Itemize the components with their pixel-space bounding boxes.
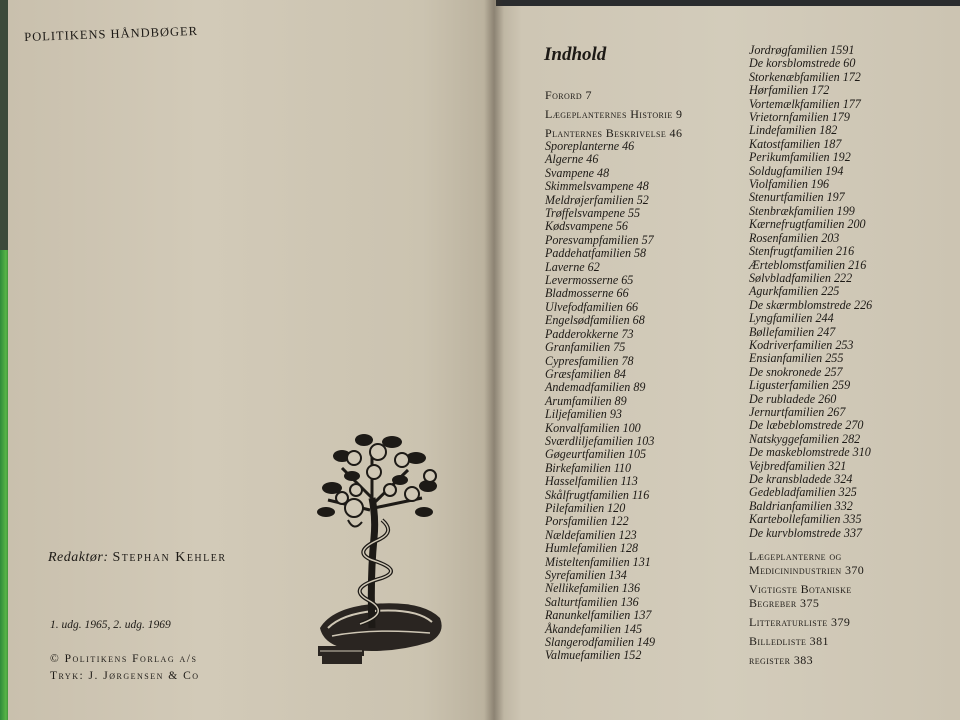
toc-entry: Sporeplanterne 46 xyxy=(545,139,635,153)
toc-entry: De læbeblomstrede 270 xyxy=(749,418,864,433)
toc-history: Lægeplanternes Historie 9 xyxy=(545,107,683,121)
toc-entry: Sølvbladfamilien 222 xyxy=(749,270,853,285)
toc-entry: Violfamilien 196 xyxy=(749,177,830,192)
toc-descriptions: Planternes Beskrivelse 46 xyxy=(545,126,683,140)
toc-entry: Misteltenfamilien 131 xyxy=(545,554,651,569)
toc-entry: Skimmelsvampene 48 xyxy=(545,179,649,194)
toc-entry: De kurvblomstrede 337 xyxy=(749,525,863,540)
toc-entry: Hørfamilien 172 xyxy=(749,83,830,98)
toc-entry: Agurkfamilien 225 xyxy=(749,284,840,299)
toc-entry: Gøgeurtfamilien 105 xyxy=(545,447,647,462)
toc-entry: Andemadfamilien 89 xyxy=(545,380,646,395)
toc-entry: Stenbrækfamilien 199 xyxy=(749,203,855,218)
toc-entry: Cypresfamilien 78 xyxy=(545,353,634,368)
edition-line: 1. udg. 1965, 2. udg. 1969 xyxy=(50,619,171,631)
toc-entry: Salturtfamilien 136 xyxy=(545,594,639,609)
toc-entry: Perikumfamilien 192 xyxy=(749,150,851,165)
toc-entry: Granfamilien 75 xyxy=(545,340,626,355)
toc-entry: Soldugfamilien 194 xyxy=(749,163,844,178)
book-gutter xyxy=(484,0,504,720)
toc-entry: Åkandefamilien 145 xyxy=(545,621,643,636)
toc-entry: De korsblomstrede 60 xyxy=(749,56,856,71)
toc-entry: Katostfamilien 187 xyxy=(749,136,842,151)
toc-entry: Slangerodfamilien 149 xyxy=(545,635,656,650)
toc-list-1 xyxy=(545,140,745,663)
toc-entry: Kødsvampene 56 xyxy=(545,219,628,234)
toc-register: register 383 xyxy=(749,653,814,668)
toc-entry: De skærmblomstrede 226 xyxy=(749,297,873,312)
toc-entry: Lyngfamilien 244 xyxy=(749,311,834,326)
toc-entry: Laverne 62 xyxy=(545,259,600,274)
toc-entry: Porsfamilien 122 xyxy=(545,514,629,529)
toc-column-1 xyxy=(545,88,745,663)
toc-entry: Liljefamilien 93 xyxy=(545,407,622,422)
toc-entry: Algerne 46 xyxy=(545,152,599,167)
printer-line: Tryk: J. Jørgensen & Co xyxy=(50,670,200,682)
toc-images: Billedliste 381 xyxy=(749,634,829,649)
toc-entry: Levermosserne 65 xyxy=(545,273,634,288)
toc-entry: De rubladede 260 xyxy=(749,391,837,406)
toc-entry: Pilefamilien 120 xyxy=(545,500,626,515)
toc-entry: Storkenæbfamilien 172 xyxy=(749,69,861,84)
toc-entry: Lindefamilien 182 xyxy=(749,123,838,138)
editor-line xyxy=(48,550,227,566)
toc-list-2 xyxy=(749,44,949,540)
toc-entry: Konvalfamilien 100 xyxy=(545,420,641,435)
toc-entry: Bladmosserne 66 xyxy=(545,286,629,301)
toc-entry: Natskyggefamilien 282 xyxy=(749,431,861,446)
toc-entry: Nellikefamilien 136 xyxy=(545,581,641,596)
toc-entry: Ranunkelfamilien 137 xyxy=(545,608,652,623)
toc-entry: Vortemælkfamilien 177 xyxy=(749,96,861,111)
toc-entry: Stenfrugtfamilien 216 xyxy=(749,244,855,259)
toc-title: Indhold xyxy=(544,44,607,65)
toc-entry: Hasselfamilien 113 xyxy=(545,474,638,489)
toc-entry: Ulvefodfamilien 66 xyxy=(545,299,639,314)
toc-industry-line-1: Lægeplanterne og xyxy=(749,549,842,564)
toc-entry: Nældefamilien 123 xyxy=(545,527,637,542)
toc-literature: Litteraturliste 379 xyxy=(749,615,851,630)
toc-entry: Kartebollefamilien 335 xyxy=(749,512,862,527)
tree-serpent-emblem xyxy=(312,428,446,684)
toc-entry: Vejbredfamilien 321 xyxy=(749,458,847,473)
toc-entry: Rosenfamilien 203 xyxy=(749,230,840,245)
toc-entry: Engelsødfamilien 68 xyxy=(545,313,645,328)
toc-entry: Græsfamilien 84 xyxy=(545,366,626,381)
toc-entry: Svampene 48 xyxy=(545,165,610,180)
toc-entry: Poresvampfamilien 57 xyxy=(545,232,654,247)
editor-label: Redaktør: xyxy=(48,550,109,565)
toc-entry: Kærnefrugtfamilien 200 xyxy=(749,217,866,232)
toc-entry: Birkefamilien 110 xyxy=(545,460,632,475)
toc-entry: Kodriverfamilien 253 xyxy=(749,337,854,352)
toc-entry: Ligusterfamilien 259 xyxy=(749,378,851,393)
imprint xyxy=(50,651,200,685)
toc-entry: Syrefamilien 134 xyxy=(545,568,627,582)
toc-entry: Paddehatfamilien 58 xyxy=(545,246,647,261)
series-title: POLITIKENS HÅNDBØGER xyxy=(24,23,199,44)
toc-entry: De kransbladede 324 xyxy=(749,472,853,486)
toc-industry-line-2: Medicinindustrien 370 xyxy=(749,563,865,578)
copyright-line: © Politikens Forlag a/s xyxy=(50,653,198,665)
toc-botany-line-2: Begreber 375 xyxy=(749,596,820,611)
toc-entry: De maskeblomstrede 310 xyxy=(749,445,871,460)
toc-entry: Arumfamilien 89 xyxy=(545,393,627,408)
toc-entry: Valmuefamilien 152 xyxy=(545,648,642,663)
toc-entry: Jordrøgfamilien 1591 xyxy=(749,43,855,57)
toc-entry: Humlefamilien 128 xyxy=(545,541,639,556)
toc-entry: De snokronede 257 xyxy=(749,364,843,379)
toc-entry: Gedebladfamilien 325 xyxy=(749,485,857,500)
toc-entry: Ærteblomstfamilien 216 xyxy=(749,257,867,272)
toc-entry: Ensianfamilien 255 xyxy=(749,351,844,366)
toc-entry: Jernurtfamilien 267 xyxy=(749,404,846,419)
toc-entry: Stenurtfamilien 197 xyxy=(749,190,845,205)
toc-entry: Trøffelsvampene 55 xyxy=(545,206,641,221)
toc-entry: Sværdliljefamilien 103 xyxy=(545,433,655,448)
toc-entry: Baldrianfamilien 332 xyxy=(749,498,853,513)
toc-entry: Meldrøjerfamilien 52 xyxy=(545,192,649,207)
toc-foreword: Forord 7 xyxy=(545,88,592,102)
toc-column-2 xyxy=(749,44,949,667)
toc-entry: Skålfrugtfamilien 116 xyxy=(545,487,650,502)
toc-botany-line-1: Vigtigste Botaniske xyxy=(749,582,852,597)
toc-entry: Vrietornfamilien 179 xyxy=(749,110,850,125)
toc-entry: Padderokkerne 73 xyxy=(545,326,634,341)
editor-name: Stephan Kehler xyxy=(112,550,227,565)
toc-entry: Bøllefamilien 247 xyxy=(749,324,836,339)
